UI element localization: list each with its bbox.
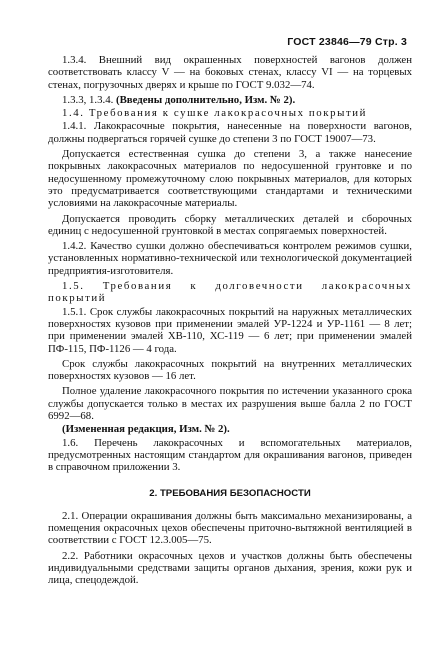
paragraph-drying-note: Допускается естественная сушка до степени 3, а также нанесение покрывных лакокрасочных материалов по недосушенной грунтовке и по недосушенному промежуточному слою покрывных материалов, для которых это предусматривается соответствующими стандартами и техническими условиями на лакокрасочные материалы. [48, 148, 412, 210]
paragraph-service-life: Срок службы лакокрасочных покрытий на внутренних металлических поверхностях кузовов — 16 лет. [48, 357, 412, 383]
page-header [287, 36, 407, 48]
amendment-ref: 1.3.3, 1.3.4. [62, 93, 114, 106]
amendment-note-1 [48, 94, 412, 106]
section-heading-2: 2. ТРЕБОВАНИЯ БЕЗОПАСНОСТИ [149, 487, 311, 499]
document-body [48, 54, 412, 590]
paragraph-2-2: 2.2. Работники окрасочных цехов и участков должны быть обеспечены индивидуальными средствами защиты органов дыхания, зрения, кожи рук и лица, спецодеждой. [48, 549, 412, 587]
standard-number: ГОСТ 23846—79 [287, 36, 372, 48]
paragraph-1-4-1: 1.4.1. Лакокрасочные покрытия, нанесенные на поверхности вагонов, должны подвергаться горячей сушке до степени 3 по ГОСТ 19007—73. [48, 120, 412, 145]
paragraph-removal: Полное удаление лакокрасочного покрытия по истечении указанного срока службы допускается только в местах их разрушения выше балла 2 по ГОСТ 6992—68. [48, 385, 412, 423]
amendment-note-2: (Измененная редакция, Изм. № 2). [62, 423, 230, 436]
paragraph-1-6: 1.6. Перечень лакокрасочных и вспомогательных материалов, предусмотренных настоящим стандартом для окрашивания вагонов, приведен в справочном приложении 3. [48, 436, 412, 474]
paragraph-1-3-4: 1.3.4. Внешний вид окрашенных поверхностей вагонов должен соответствовать классу V — на боковых стенах, классу VI — на торцевых стенах, погрузочных дверях и крыше по ГОСТ 9.032—74. [48, 54, 412, 91]
amendment-text: (Введены дополнительно, Изм. № 2). [116, 93, 296, 106]
paragraph-1-5-1: 1.5.1. Срок службы лакокрасочных покрытий на наружных металлических поверхностях кузовов при применении эмалей УР-1224 и УР-1161 — 8 лет; при применении эмалей ХВ-110, ХС-119 — 6 лет; при применении эмалей ПФ-115, ПФ-1126 — 4 года. [48, 305, 412, 355]
subsection-heading-1-4: 1.4. Требования к сушке лакокрасочных покрытий [62, 107, 368, 120]
page-number: Стр. 3 [374, 36, 407, 48]
paragraph-1-4-2: 1.4.2. Качество сушки должно обеспечиваться контролем режимов сушки, установленных нормативно-технической или технологической документацией предприятия-изготовителя. [48, 240, 412, 277]
paragraph-2-1: 2.1. Операции окрашивания должны быть максимально механизированы, а помещения окрасочных цехов обеспечены приточно-вытяжной вентиляцией в соответствии с ГОСТ 12.3.005—75. [48, 509, 412, 547]
subsection-heading-1-5: 1.5. Требования к долговечности лакокрасочных покрытий [48, 280, 412, 305]
paragraph-assembly-note: Допускается проводить сборку металлических деталей и сборочных единиц с недосушенной грунтовкой в местах сопрягаемых поверхностей. [48, 212, 412, 237]
